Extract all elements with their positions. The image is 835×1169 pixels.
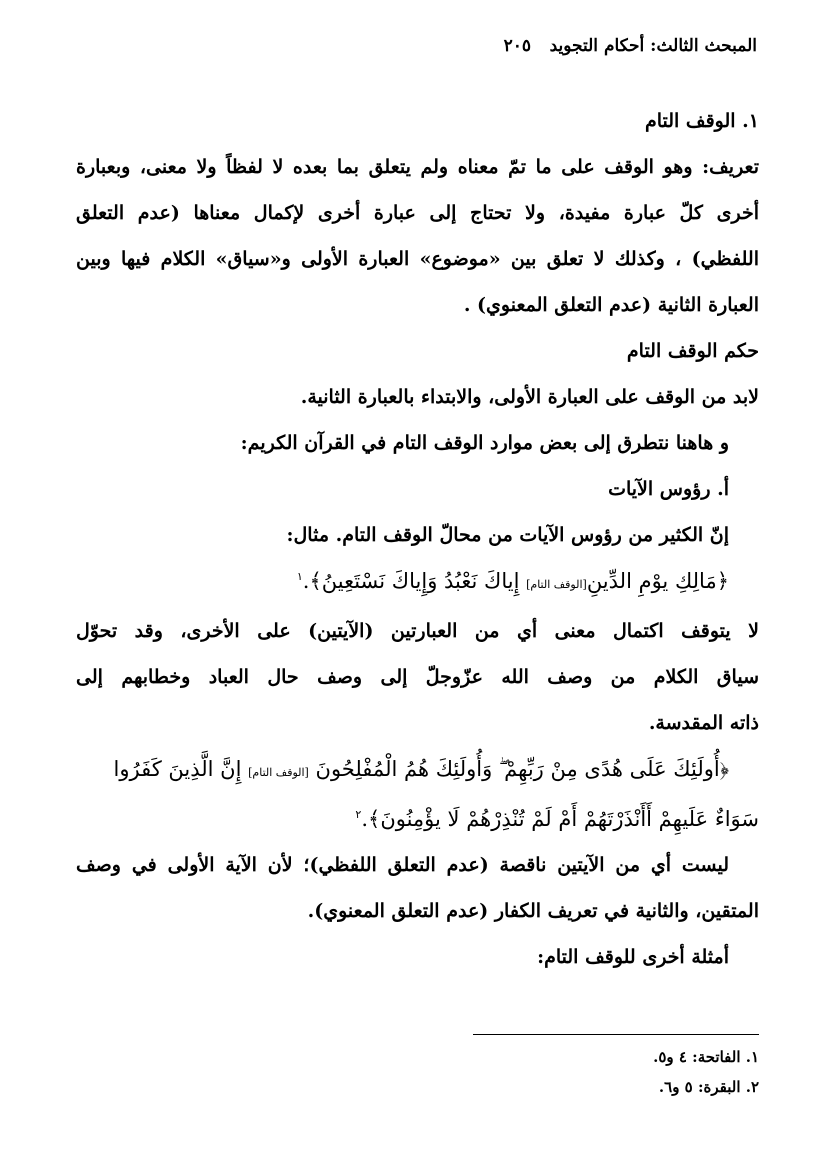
footnote-separator — [473, 1034, 759, 1035]
quran-verse-2-line-1 — [114, 757, 759, 781]
section-heading-complete-stop: ١. الوقف التام — [644, 110, 759, 132]
verse-1-part-1: ﴿مَالِكِ يوْمِ الدِّينِ — [586, 569, 729, 593]
footnote-1: ١. الفاتحة: ٤ و٥. — [653, 1048, 759, 1066]
definition-line: اللفظي) ، وكذلك لا تعلق بين «موضوع» العبارة الأولى و«سياق» الكلام فيها وبين — [76, 248, 759, 270]
footnote-ref-1: ١ — [296, 570, 303, 583]
chapter-title: المبحث الثالث: أحكام التجويد — [549, 36, 757, 56]
quran-verse-1 — [297, 569, 759, 593]
explanation-line: ذاته المقدسة. — [648, 712, 759, 734]
main-text — [76, 98, 759, 980]
subsection-intro: إنّ الكثير من رؤوس الآيات من محالّ الوقف التام. مثال: — [286, 524, 729, 546]
verse-1-part-2: إِياكَ نَعْبُدُ وَإِياكَ نَسْتَعِينُ﴾. — [302, 569, 520, 593]
subsection-heading-verse-ends: أ. رؤوس الآيات — [608, 478, 729, 500]
verse-2-part-2: إِنَّ الَّذِينَ كَفَرُوا — [113, 757, 242, 781]
footnote-ref-2: ٢ — [355, 808, 362, 821]
definition-line: أخرى كلّ عبارة مفيدة، ولا تحتاج إلى عبارة أخرى لإكمال معناها (عدم التعلق — [76, 202, 759, 224]
verse-2-part-1: ﴿أُولَئِكَ عَلَى هُدًى مِنْ رَبِّهِمْ ۖ وَأُولَئِكَ هُمُ الْمُفْلِحُونَ — [315, 757, 729, 781]
stop-mark: [الوقف التام] — [526, 578, 587, 591]
analysis-line: ليست أي من الآيتين ناقصة (عدم التعلق اللفظي)؛ لأن الآية الأولى في وصف — [76, 854, 729, 876]
footnote-2: ٢. البقرة: ٥ و٦. — [658, 1078, 759, 1096]
ruling-intro: و هاهنا نتطرق إلى بعض موارد الوقف التام في القرآن الكريم: — [240, 432, 729, 454]
running-header — [78, 36, 757, 64]
definition-line: العبارة الثانية (عدم التعلق المعنوي) . — [463, 294, 759, 316]
page-number: ٢٠٥ — [503, 36, 531, 56]
footnotes — [76, 1042, 759, 1102]
definition-line: تعريف: وهو الوقف على ما تمّ معناه ولم يتعلق بما بعده لا لفظاً ولا معنى، وبعبارة — [76, 156, 759, 178]
ruling-text: لابد من الوقف على العبارة الأولى، والابتداء بالعبارة الثانية. — [300, 386, 759, 408]
stop-mark: [الوقف التام] — [248, 766, 309, 779]
verse-2-line-2-text: سَوَاءٌ عَلَيهِمْ أَأَنْذَرْتَهُمْ أَمْ لَمْ تُنْذِرْهُمْ لَا يؤْمِنُونَ﴾. — [361, 807, 759, 831]
more-examples-label: أمثلة أخرى للوقف التام: — [537, 946, 729, 968]
explanation-line: سياق الكلام من وصف الله عزّوجلّ إلى وصف حال العباد وخطابهم إلى — [76, 666, 759, 688]
quran-verse-2-line-2 — [355, 807, 759, 831]
ruling-heading: حكم الوقف التام — [626, 340, 759, 362]
explanation-line: لا يتوقف اكتمال معنى أي من العبارتين (الآيتين) على الأخرى، وقد تحوّل — [76, 620, 759, 642]
analysis-line: المتقين، والثانية في تعريف الكفار (عدم التعلق المعنوي). — [307, 900, 759, 922]
